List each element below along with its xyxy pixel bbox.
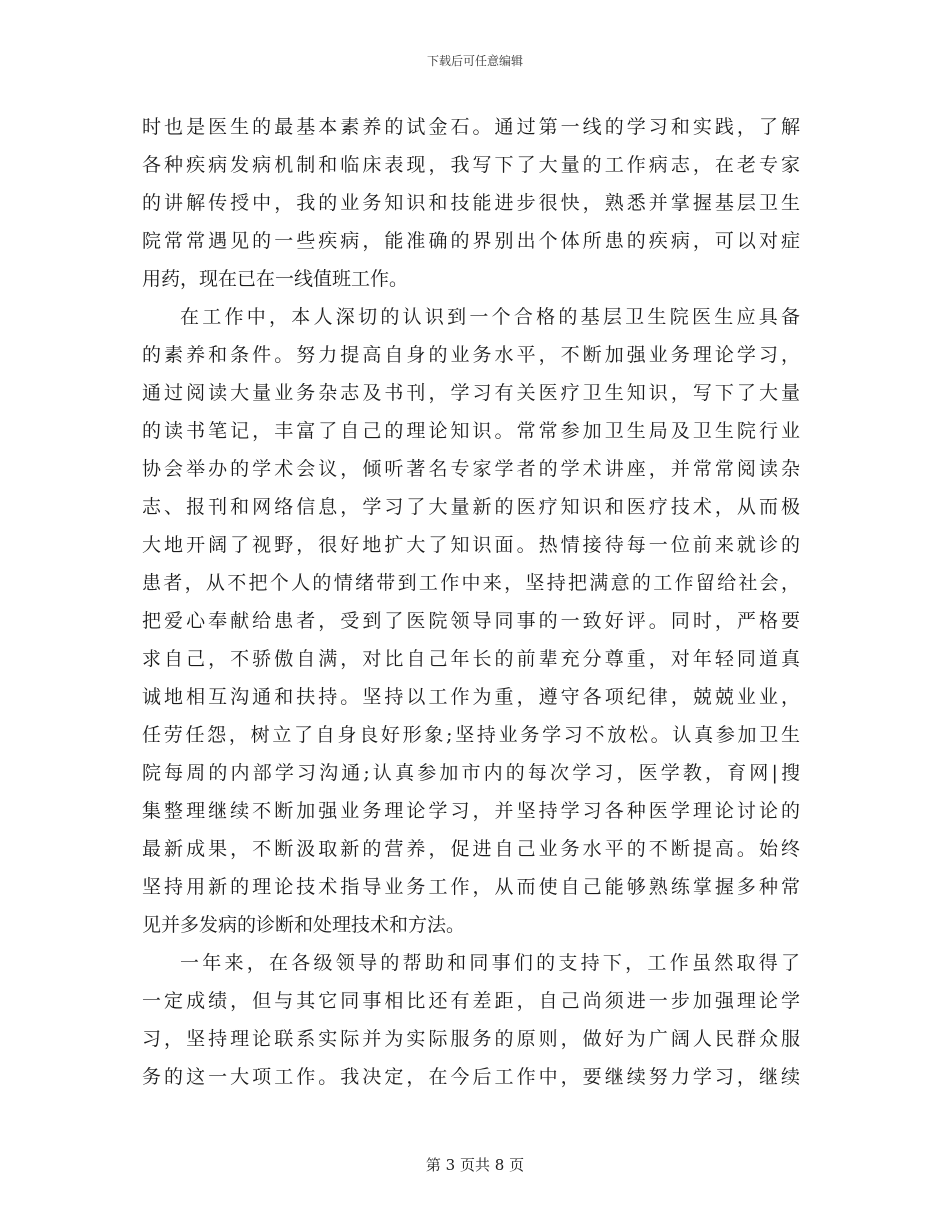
paragraph	[142, 108, 800, 298]
text-line: 求自己，不骄傲自满，对比自己年长的前辈充分尊重，对年轻同道真	[142, 648, 800, 670]
text-line: 把爱心奉献给患者，受到了医院领导同事的一致好评。同时，严格要	[142, 610, 800, 632]
document-body	[142, 108, 800, 1096]
paragraph	[142, 298, 800, 944]
text-line: 任劳任怨，树立了自身良好形象;坚持业务学习不放松。认真参加卫生	[142, 724, 800, 746]
text-line: 的素养和条件。努力提高自身的业务水平，不断加强业务理论学习，	[142, 344, 800, 366]
text-line: 患者，从不把个人的情绪带到工作中来，坚持把满意的工作留给社会，	[142, 572, 800, 594]
text-line: 各种疾病发病机制和临床表现，我写下了大量的工作病志，在老专家	[142, 154, 800, 176]
text-line: 用药，现在已在一线值班工作。	[142, 268, 409, 290]
text-line: 志、报刊和网络信息，学习了大量新的医疗知识和医疗技术，从而极	[142, 496, 800, 518]
text-line: 时也是医生的最基本素养的试金石。通过第一线的学习和实践，了解	[142, 116, 800, 138]
text-line: 的读书笔记，丰富了自己的理论知识。常常参加卫生局及卫生院行业	[142, 420, 800, 442]
text-line: 的讲解传授中，我的业务知识和技能进步很快，熟悉并掌握基层卫生	[142, 192, 800, 214]
text-line: 坚持用新的理论技术指导业务工作，从而使自己能够熟练掌握多种常	[142, 876, 800, 898]
text-line: 院常常遇见的一些疾病，能准确的界别出个体所患的疾病，可以对症	[142, 230, 800, 252]
text-line: 最新成果，不断汲取新的营养，促进自己业务水平的不断提高。始终	[142, 838, 800, 860]
text-line: 院每周的内部学习沟通;认真参加市内的每次学习，医学教，育网|搜	[142, 762, 800, 784]
text-line: 大地开阔了视野，很好地扩大了知识面。热情接待每一位前来就诊的	[142, 534, 800, 556]
page-header: 下载后可任意编辑	[426, 54, 523, 68]
text-line: 在工作中，本人深切的认识到一个合格的基层卫生院医生应具备	[180, 306, 800, 328]
text-line: 习，坚持理论联系实际并为实际服务的原则，做好为广阔人民群众服	[142, 1028, 800, 1050]
text-line: 见并多发病的诊断和处理技术和方法。	[142, 914, 466, 936]
text-line: 协会举办的学术会议，倾听著名专家学者的学术讲座，并常常阅读杂	[142, 458, 800, 480]
text-line: 集整理继续不断加强业务理论学习，并坚持学习各种医学理论讨论的	[142, 800, 800, 822]
text-line: 一定成绩，但与其它同事相比还有差距，自己尚须进一步加强理论学	[142, 990, 800, 1012]
text-line: 务的这一大项工作。我决定，在今后工作中，要继续努力学习，继续	[142, 1066, 800, 1088]
paragraph	[142, 944, 800, 1096]
text-line: 一年来，在各级领导的帮助和同事们的支持下，工作虽然取得了	[180, 952, 800, 974]
text-line: 诚地相互沟通和扶持。坚持以工作为重，遵守各项纪律，兢兢业业，	[142, 686, 800, 708]
page-footer: 第 3 页共 8 页	[425, 1156, 525, 1174]
text-line: 通过阅读大量业务杂志及书刊，学习有关医疗卫生知识，写下了大量	[142, 382, 800, 404]
